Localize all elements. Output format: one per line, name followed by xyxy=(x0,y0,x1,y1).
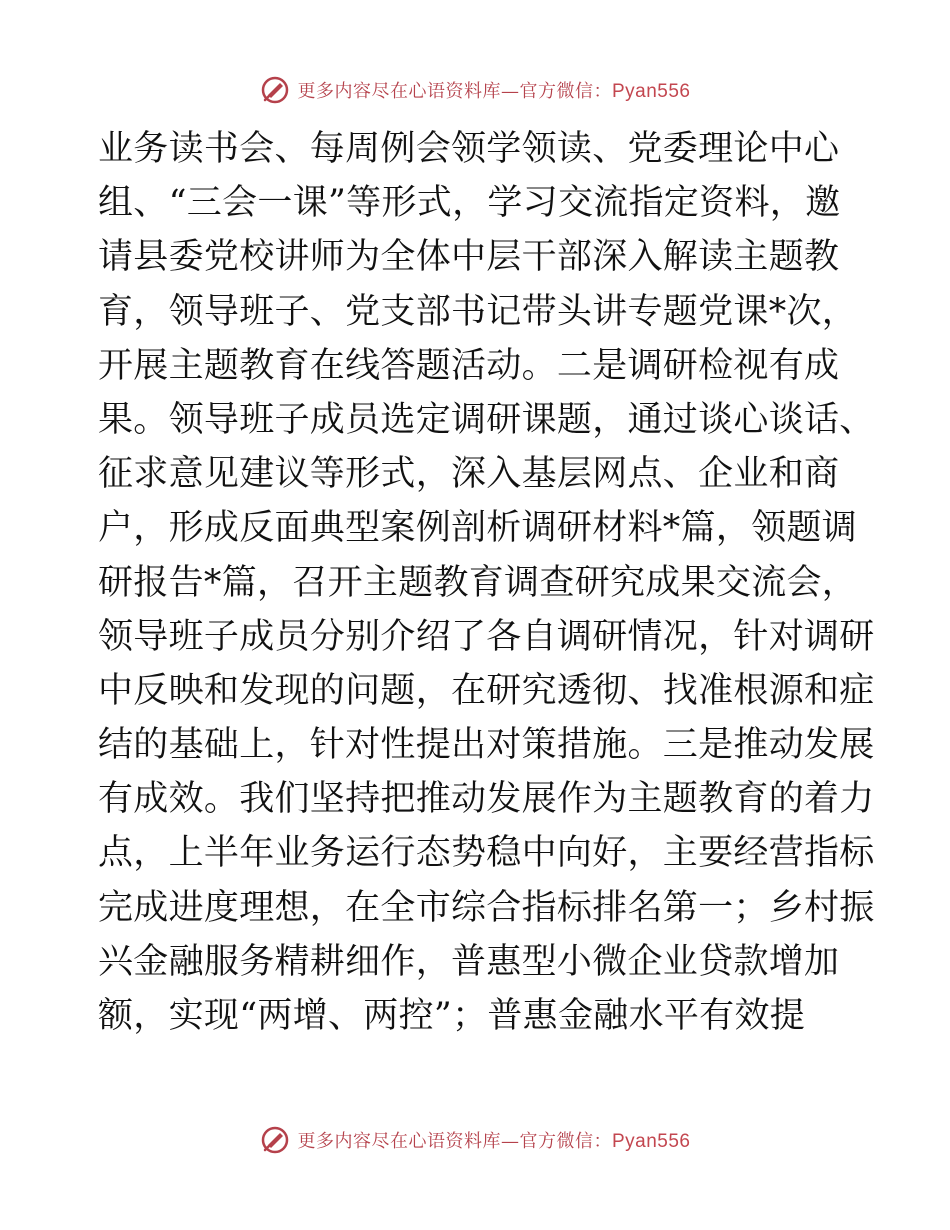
logo-icon xyxy=(259,1124,291,1156)
text-line: 领导班子成员分别介绍了各自调研情况，针对调研 xyxy=(98,616,875,657)
text-line: 兴金融服务精耕细作，普惠型小微企业贷款增加 xyxy=(98,941,840,982)
header-banner-text: 更多内容尽在心语资料库—官方微信： xyxy=(297,81,612,102)
text-line: 组、“三会一课”等形式，学习交流指定资料，邀 xyxy=(98,183,841,224)
text-line: 请县委党校讲师为全体中层干部深入解读主题教 xyxy=(98,237,840,278)
header-banner-brand: Pyan556 xyxy=(611,81,691,102)
text-line: 中反映和发现的问题，在研究透彻、找准根源和症 xyxy=(98,670,875,711)
text-line: 额，实现“两增、两控”；普惠金融水平有效提 xyxy=(98,996,806,1036)
text-line: 结的基础上，针对性提出对策措施。三是推动发展 xyxy=(98,725,875,766)
footer-banner xyxy=(0,1120,950,1160)
text-line: 果。领导班子成员选定调研课题，通过谈心谈话、 xyxy=(98,399,875,440)
text-line: 业务读书会、每周例会领学领读、党委理论中心 xyxy=(98,129,840,169)
text-line: 完成进度理想，在全市综合指标排名第一；乡村振 xyxy=(98,887,875,928)
text-line: 育，领导班子、党支部书记带头讲专题党课*次， xyxy=(98,291,858,332)
text-line: 点，上半年业务运行态势稳中向好，主要经营指标 xyxy=(98,833,875,874)
text-line: 有成效。我们坚持把推动发展作为主题教育的着力 xyxy=(98,779,875,820)
footer-banner-text: 更多内容尽在心语资料库—官方微信： xyxy=(297,1131,612,1152)
text-line: 征求意见建议等形式，深入基层网点、企业和商 xyxy=(98,454,840,495)
text-line: 研报告*篇，召开主题教育调查研究成果交流会， xyxy=(98,562,858,603)
footer-banner-brand: Pyan556 xyxy=(611,1131,691,1152)
header-banner xyxy=(0,70,950,110)
logo-icon xyxy=(259,74,291,106)
text-line: 户，形成反面典型案例剖析调研材料*篇，领题调 xyxy=(98,508,858,549)
text-line: 开展主题教育在线答题活动。二是调研检视有成 xyxy=(98,345,840,386)
document-body xyxy=(98,122,875,1043)
